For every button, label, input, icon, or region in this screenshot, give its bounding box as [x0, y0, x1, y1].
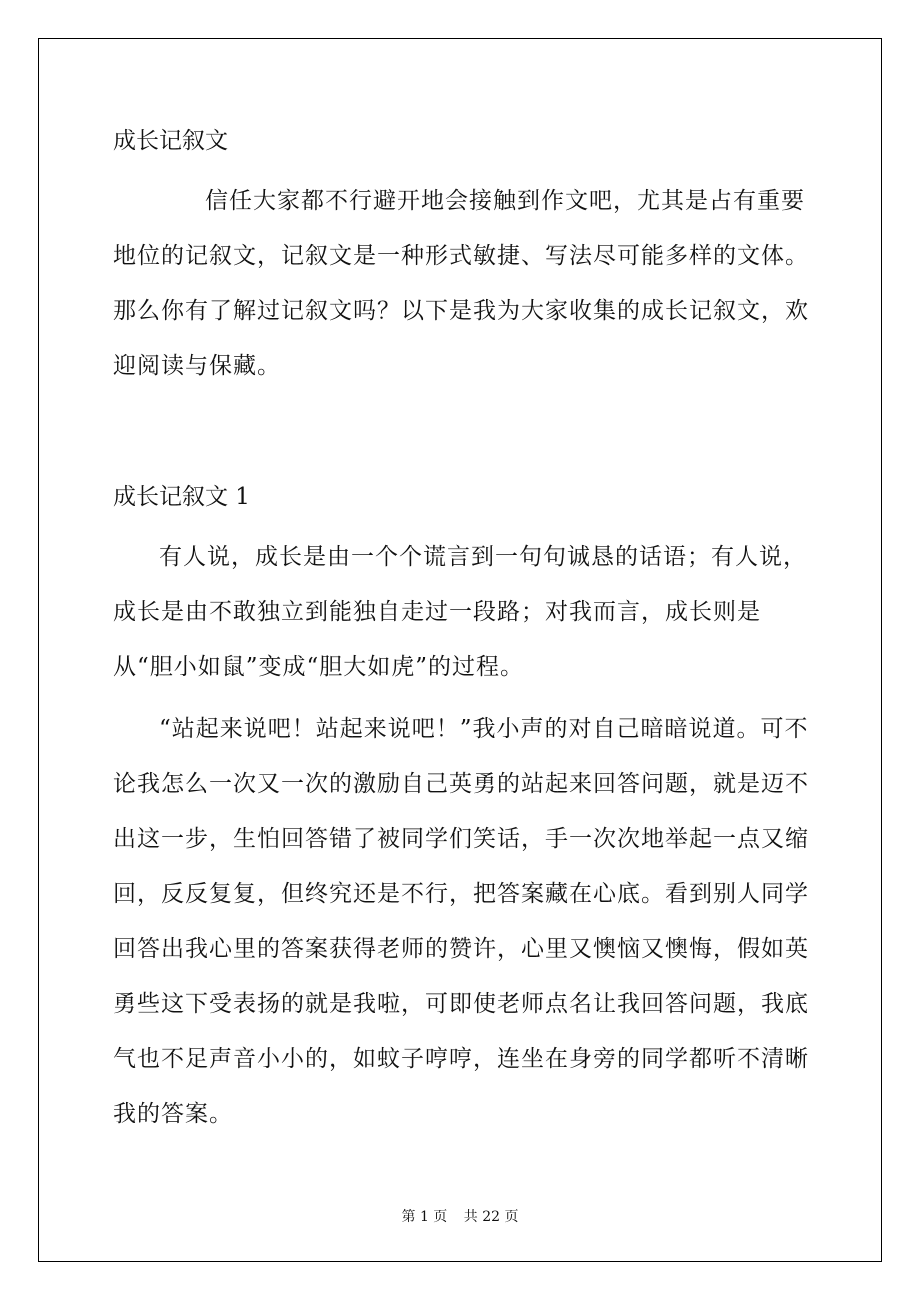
- page-footer: [0, 1206, 920, 1226]
- document-title: 成长记叙文: [113, 128, 228, 154]
- page-number-current: 第 1 页: [401, 1209, 448, 1225]
- intro-paragraph: 信任大家都不行避开地会接触到作文吧，尤其是占有重要地位的记叙文，记叙文是一种形式敏捷、写法尽可能多样的文体。那么你有了解过记叙文吗？以下是我为大家收集的成长记叙文，欢迎阅读与保藏。: [113, 188, 809, 379]
- section-title: 成长记叙文 1: [113, 484, 250, 510]
- body-paragraph: “站起来说吧！站起来说吧！”我小声的对自己暗暗说道。可不论我怎么一次又一次的激励自己英勇的站起来回答问题，就是迈不出这一步，生怕回答错了被同学们笑话，手一次次地举起一点又缩回，反反复复，但终究还是不行，把答案藏在心底。看到别人同学回答出我心里的答案获得老师的赞许，心里又懊恼又懊悔，假如英勇些这下受表扬的就是我啦，可即使老师点名让我回答问题，我底气也不足声音小小的，如蚊子哼哼，连坐在身旁的同学都听不清晰我的答案。: [113, 716, 809, 1127]
- body-paragraph: 有人说，成长是由一个个谎言到一句句诚恳的话语；有人说，成长是由不敢独立到能独自走过一段路；对我而言，成长则是从“胆小如鼠”变成“胆大如虎”的过程。: [113, 544, 807, 680]
- page-number-total: 共 22 页: [463, 1209, 519, 1225]
- document-body: [113, 118, 810, 1142]
